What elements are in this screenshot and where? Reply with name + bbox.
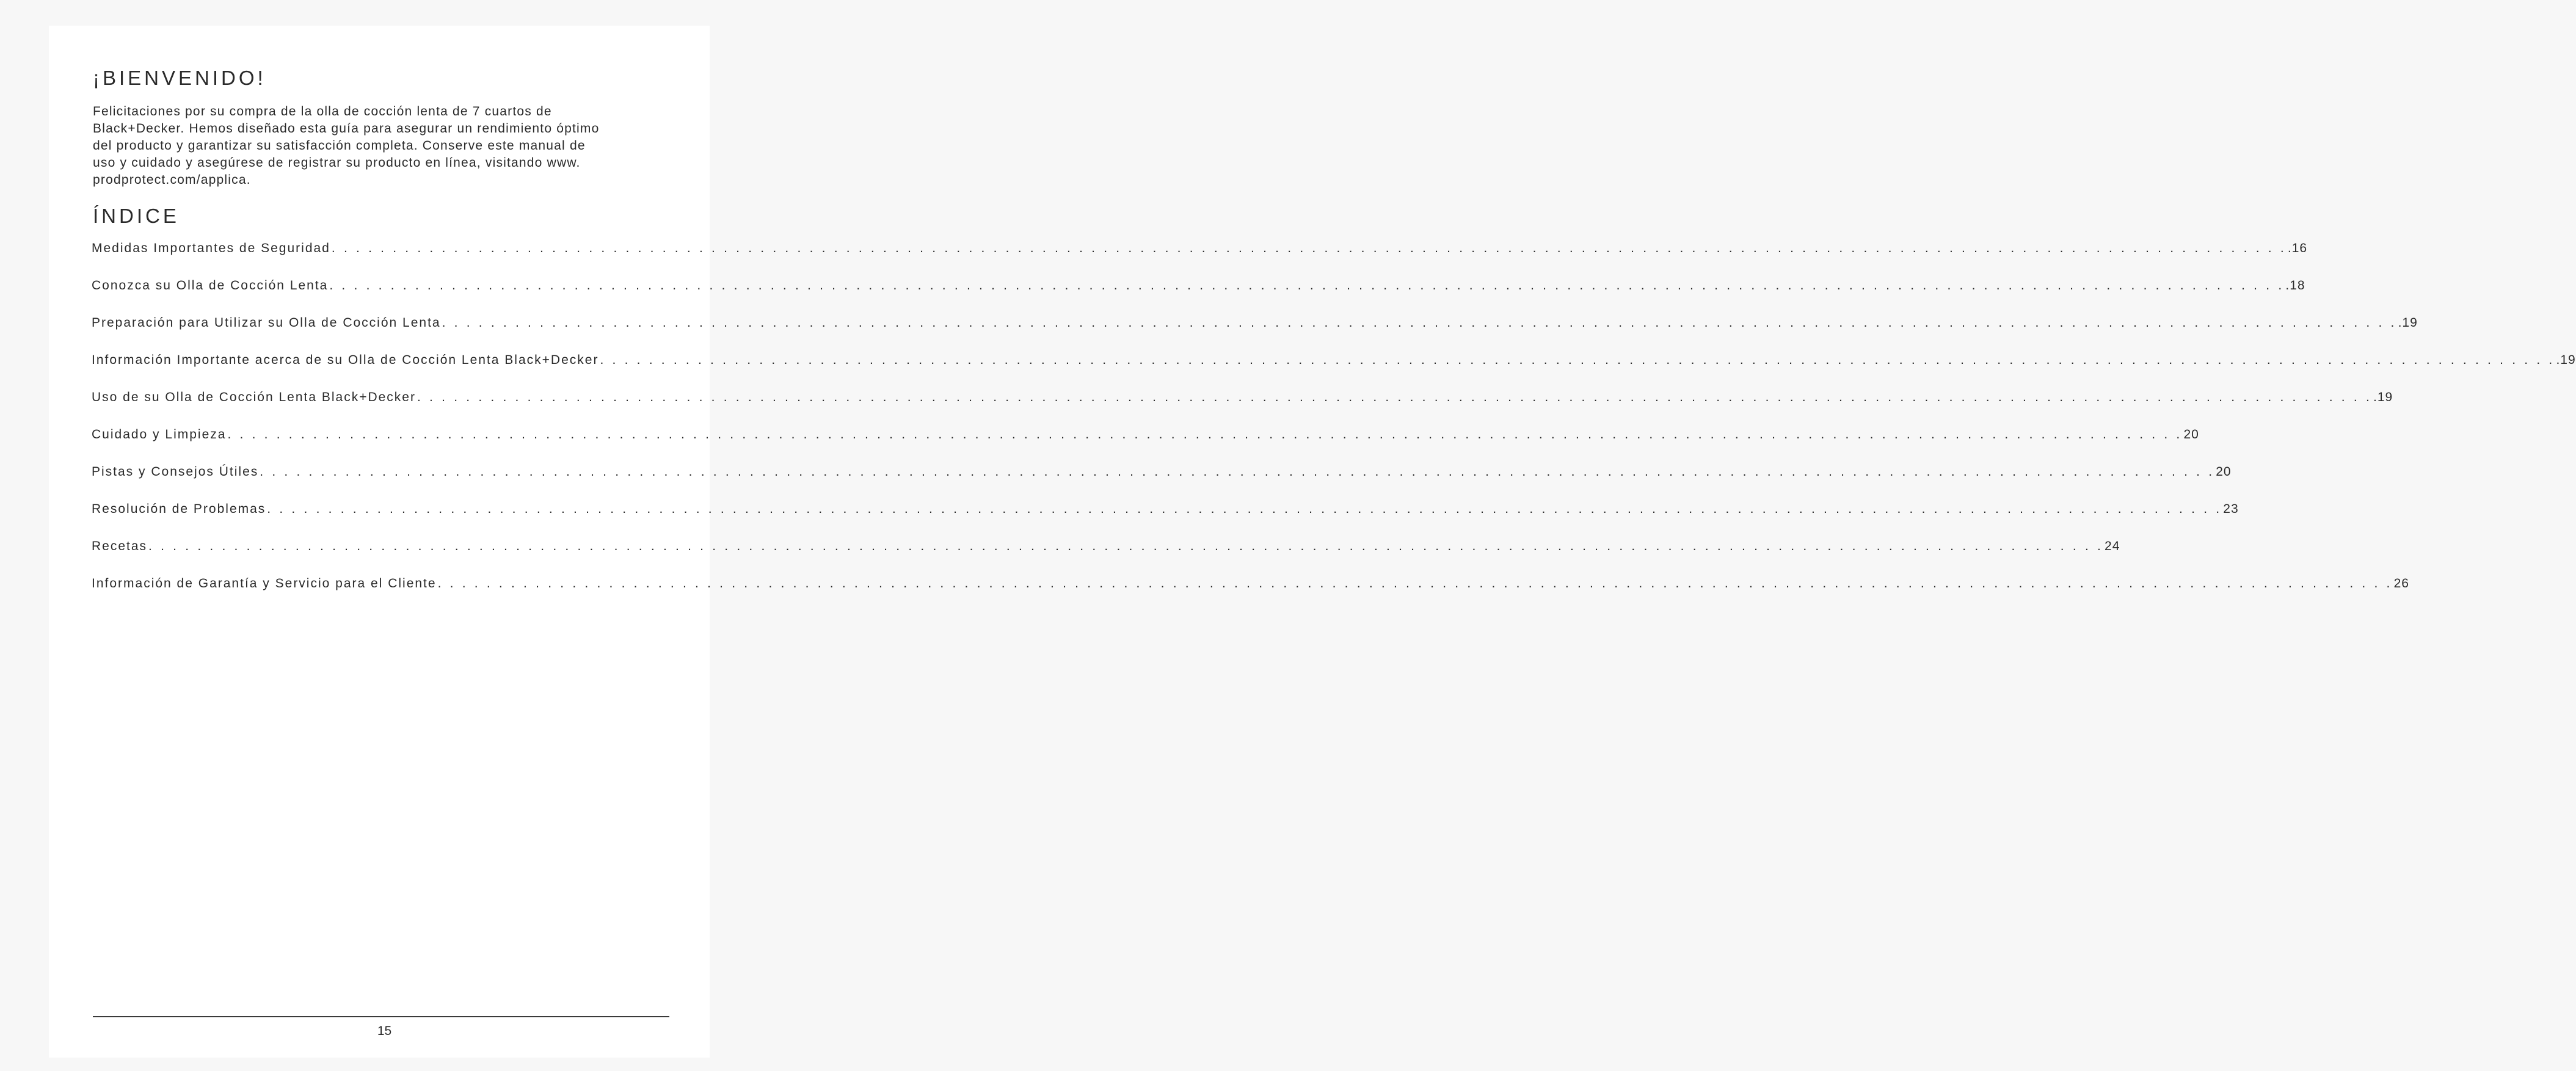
intro-line: Black+Decker. Hemos diseñado esta guía para asegurar un rendimiento óptimo — [93, 122, 600, 136]
toc-dot-leader: . . . . . . . . . . . . . . . . . . . . . . . . . . . . . . . . . . . . . . . . . . . . . . . . . . . . . . . . . . . . . . . . . . . . . . . . . . . . . . . . . . . . . . . . . . . . . . . . . . . . . . . . . . . . . . . . . . . . . . . . . . . . . . . . . . . . . . . . . . . . . . . . . . . . . . . . . . . . . . . . — [329, 278, 2285, 292]
toc-dot-leader: . . . . . . . . . . . . . . . . . . . . . . . . . . . . . . . . . . . . . . . . . . . . . . . . . . . . . . . . . . . . . . . . . . . . . . . . . . . . . . . . . . . . . . . . . . . . . . . . . . . . . . . . . . . . . . . . . . . . . . . . . . . . . . . . . . . . . . . . . . . . . . . . . . . . . . . . . . . . . . . . — [260, 465, 2215, 479]
toc-entry[interactable] — [92, 353, 2576, 390]
toc-entry[interactable] — [92, 427, 2199, 465]
toc-entry-page: .16 — [2287, 241, 2308, 255]
toc-entry[interactable] — [92, 278, 2305, 316]
toc-dot-leader: . . . . . . . . . . . . . . . . . . . . . . . . . . . . . . . . . . . . . . . . . . . . . . . . . . . . . . . . . . . . . . . . . . . . . . . . . . . . . . . . . . . . . . . . . . . . . . . . . . . . . . . . . . . . . . . . . . . . . . . . . . . . . . . . . . . . . . . . . . . . . . . . . . . . . . . . . . . . . . . . — [600, 353, 2555, 367]
toc-entry-title: Uso de su Olla de Cocción Lenta Black+Decker — [92, 390, 416, 404]
toc-entry-page: 24 — [2105, 539, 2120, 553]
toc-entry-title: Información Importante acerca de su Olla de Cocción Lenta Black+Decker — [92, 353, 599, 367]
toc-entry[interactable] — [92, 465, 2232, 502]
toc-dot-leader: . . . . . . . . . . . . . . . . . . . . . . . . . . . . . . . . . . . . . . . . . . . . . . . . . . . . . . . . . . . . . . . . . . . . . . . . . . . . . . . . . . . . . . . . . . . . . . . . . . . . . . . . . . . . . . . . . . . . . . . . . . . . . . . . . . . . . . . . . . . . . . . . . . . . . . . . . . . . . . . . — [331, 241, 2287, 255]
footer-divider — [93, 1016, 669, 1017]
toc-entry-title: Resolución de Problemas — [92, 502, 266, 516]
page-number: 15 — [377, 1024, 392, 1038]
toc-dot-leader: . . . . . . . . . . . . . . . . . . . . . . . . . . . . . . . . . . . . . . . . . . . . . . . . . . . . . . . . . . . . . . . . . . . . . . . . . . . . . . . . . . . . . . . . . . . . . . . . . . . . . . . . . . . . . . . . . . . . . . . . . . . . . . . . . . . . . . . . . . . . . . . . . . . . . . . . . . . . . . . . — [442, 316, 2397, 330]
toc-entry-page: .19 — [2398, 316, 2418, 330]
toc-entry[interactable] — [92, 241, 2308, 278]
toc-dot-leader: . . . . . . . . . . . . . . . . . . . . . . . . . . . . . . . . . . . . . . . . . . . . . . . . . . . . . . . . . . . . . . . . . . . . . . . . . . . . . . . . . . . . . . . . . . . . . . . . . . . . . . . . . . . . . . . . . . . . . . . . . . . . . . . . . . . . . . . . . . . . . . . . . . . . . . . . . . . . . . . . — [148, 539, 2104, 553]
toc-entry-page: .19 — [2556, 353, 2576, 367]
toc-entry-title: Cuidado y Limpieza — [92, 427, 227, 441]
toc-entry[interactable] — [92, 502, 2239, 539]
toc-entry[interactable] — [92, 576, 2409, 614]
intro-line: uso y cuidado y asegúrese de registrar su producto en línea, visitando www. — [93, 156, 581, 170]
intro-line: prodprotect.com/applica. — [93, 173, 251, 187]
toc-dot-leader: . . . . . . . . . . . . . . . . . . . . . . . . . . . . . . . . . . . . . . . . . . . . . . . . . . . . . . . . . . . . . . . . . . . . . . . . . . . . . . . . . . . . . . . . . . . . . . . . . . . . . . . . . . . . . . . . . . . . . . . . . . . . . . . . . . . . . . . . . . . . . . . . . . . . . . . . . . . . . . . . — [227, 427, 2183, 441]
toc-entry-page: .18 — [2285, 278, 2305, 292]
intro-line: Felicitaciones por su compra de la olla de cocción lenta de 7 cuartos de — [93, 104, 552, 118]
toc-entry-title: Medidas Importantes de Seguridad — [92, 241, 330, 255]
intro-paragraph — [93, 103, 599, 189]
toc-entry-title: Preparación para Utilizar su Olla de Cocción Lenta — [92, 316, 441, 330]
toc-entry-page: 20 — [2216, 465, 2232, 479]
toc-entry-title: Información de Garantía y Servicio para el Cliente — [92, 576, 437, 590]
intro-line: del producto y garantizar su satisfacción completa. Conserve este manual de — [93, 139, 586, 153]
toc-entry-page: 23 — [2223, 502, 2239, 516]
toc-entry[interactable] — [92, 539, 2120, 576]
toc-entry[interactable] — [92, 316, 2418, 353]
toc-entry-title: Pistas y Consejos Útiles — [92, 465, 259, 479]
welcome-heading: ¡BIENVENIDO! — [93, 67, 266, 89]
toc-dot-leader: . . . . . . . . . . . . . . . . . . . . . . . . . . . . . . . . . . . . . . . . . . . . . . . . . . . . . . . . . . . . . . . . . . . . . . . . . . . . . . . . . . . . . . . . . . . . . . . . . . . . . . . . . . . . . . . . . . . . . . . . . . . . . . . . . . . . . . . . . . . . . . . . . . . . . . . . . . . . . . . . — [267, 502, 2222, 516]
toc-entry-page: 20 — [2183, 427, 2199, 441]
toc-entry-title: Conozca su Olla de Cocción Lenta — [92, 278, 329, 292]
index-heading: ÍNDICE — [93, 205, 180, 227]
toc-dot-leader: . . . . . . . . . . . . . . . . . . . . . . . . . . . . . . . . . . . . . . . . . . . . . . . . . . . . . . . . . . . . . . . . . . . . . . . . . . . . . . . . . . . . . . . . . . . . . . . . . . . . . . . . . . . . . . . . . . . . . . . . . . . . . . . . . . . . . . . . . . . . . . . . . . . . . . . . . . . . . . . . — [417, 390, 2372, 404]
toc-dot-leader: . . . . . . . . . . . . . . . . . . . . . . . . . . . . . . . . . . . . . . . . . . . . . . . . . . . . . . . . . . . . . . . . . . . . . . . . . . . . . . . . . . . . . . . . . . . . . . . . . . . . . . . . . . . . . . . . . . . . . . . . . . . . . . . . . . . . . . . . . . . . . . . . . . . . . . . . . . . . . . . . — [437, 576, 2393, 590]
toc-entry[interactable] — [92, 390, 2393, 427]
toc-entry-page: 26 — [2393, 576, 2409, 590]
table-of-contents — [92, 241, 2576, 614]
toc-entry-title: Recetas — [92, 539, 148, 553]
toc-entry-page: .19 — [2373, 390, 2393, 404]
